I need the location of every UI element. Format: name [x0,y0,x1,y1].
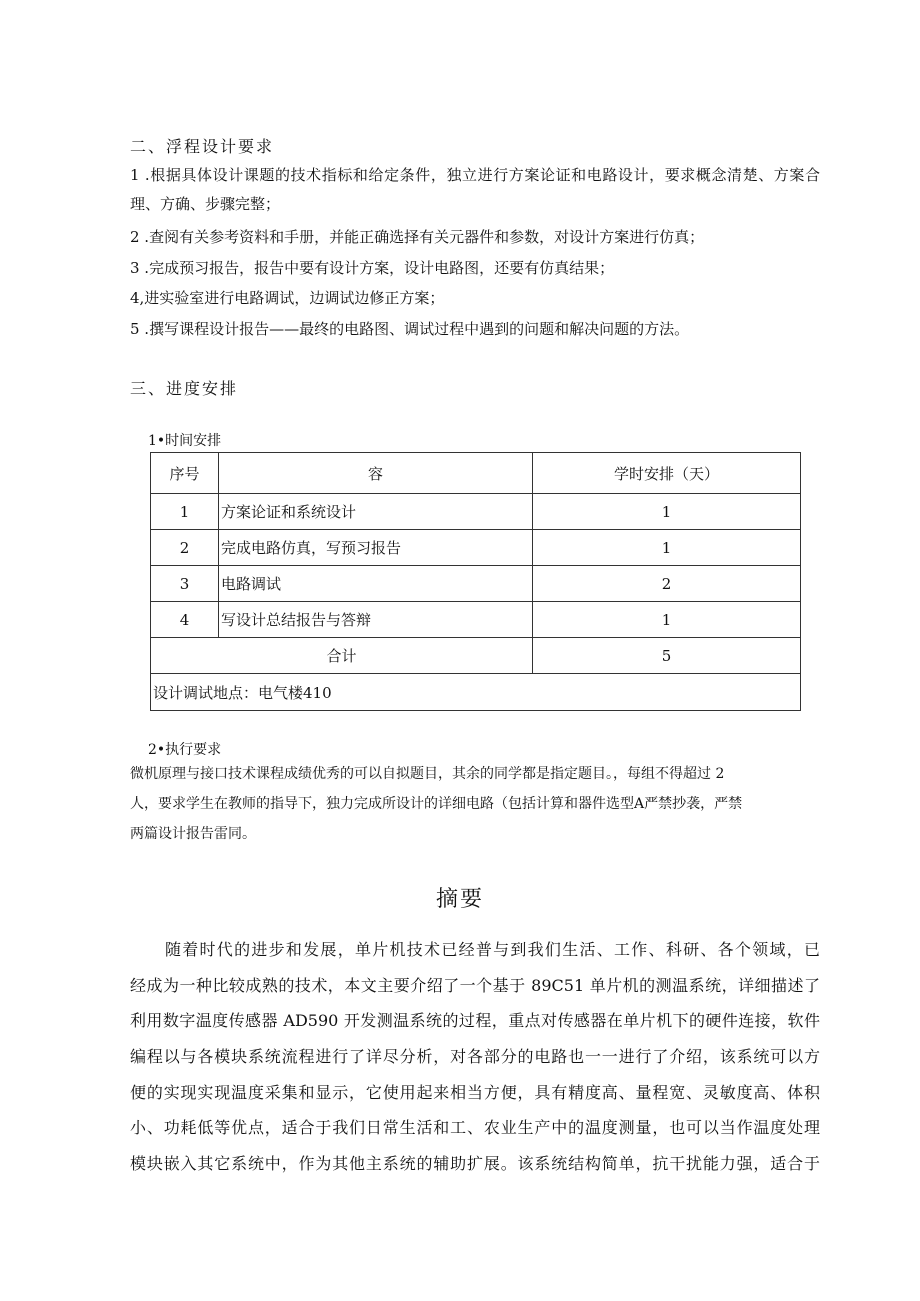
total-label: 合计 [151,638,533,674]
header-cell: 序号 [151,453,219,494]
subheading: 2•执行要求 [148,742,222,758]
paragraph-line: 2 .查阅有关参考资料和手册，并能正确选择有关元器件和参数，对设计方案进行仿真； [130,228,705,246]
table-row [151,494,801,530]
cell: 4 [151,602,219,638]
paragraph-line: 模块嵌入其它系统中，作为其他主系统的辅助扩展。该系统结构简单，抗干扰能力强，适合于 [130,1154,820,1173]
cell: 1 [151,494,219,530]
section-heading: 三、进度安排 [130,379,239,398]
cell: 方案论证和系统设计 [219,494,533,530]
paragraph-line: 随着时代的进步和发展，单片机技术已经普与到我们生活、工作、科研、各个领域，已 [165,940,820,959]
cell: 3 [151,566,219,602]
schedule-table [150,452,801,711]
table-header-row [151,453,801,494]
paragraph-line: 3 .完成预习报告，报告中要有设计方案，设计电路图，还要有仿真结果； [130,259,615,277]
paragraph-line: 小、功耗低等优点，适合于我们日常生活和工、农业生产中的温度测量，也可以当作温度处理 [130,1118,820,1137]
table-location-row [151,674,801,711]
paragraph-line: 1 .根据具体设计课题的技术指标和给定条件，独立进行方案论证和电路设计，要求概念清楚、方案合 [130,166,820,184]
table-row [151,602,801,638]
paragraph-line: 利用数字温度传感器 AD590 开发测温系统的过程，重点对传感器在单片机下的硬件连接，软件 [130,1011,820,1030]
header-cell: 容 [219,453,533,494]
cell: 1 [533,494,801,530]
paragraph-line: 便的实现实现温度采集和显示，它使用起来相当方便，具有精度高、量程宽、灵敏度高、体积 [130,1083,820,1102]
paragraph-line: 理、方确、步骤完整； [130,195,281,213]
cell: 电路调试 [219,566,533,602]
paragraph-line: 4,进实验室进行电路调试，边调试边修正方案； [130,289,445,307]
paragraph-line: 经成为一种比较成熟的技术，本文主要介绍了一个基于 89C51 单片机的测温系统，详细描述了 [130,976,820,995]
header-cell: 学时安排（天） [533,453,801,494]
section-heading: 二、浮程设计要求 [130,137,275,156]
abstract-title: 摘要 [435,887,484,912]
cell: 2 [151,530,219,566]
paragraph-line: 微机原理与接口技术课程成绩优秀的可以自拟题目，其余的同学都是指定题目。，每组不得超过 2 [130,766,725,782]
cell: 2 [533,566,801,602]
paragraph-line: 人，要求学生在教师的指导下，独力完成所设计的详细电路（包括计算和器件选型A严禁抄袭，严禁 [130,796,743,812]
paragraph-line: 5 .撰写课程设计报告——最终的电路图、调试过程中遇到的问题和解决问题的方法。 [130,320,690,338]
cell: 1 [533,530,801,566]
paragraph-line: 编程以与各模块系统流程进行了详尽分析，对各部分的电路也一一进行了介绍，该系统可以方 [130,1047,820,1066]
subheading: 1•时间安排 [148,433,222,449]
cell: 写设计总结报告与答辩 [219,602,533,638]
total-value: 5 [533,638,801,674]
table-total-row [151,638,801,674]
cell: 1 [533,602,801,638]
cell: 完成电路仿真，写预习报告 [219,530,533,566]
table-row [151,530,801,566]
paragraph-line: 两篇设计报告雷同。 [130,826,256,842]
table-row [151,566,801,602]
location-cell: 设计调试地点：电气楼410 [151,674,801,711]
